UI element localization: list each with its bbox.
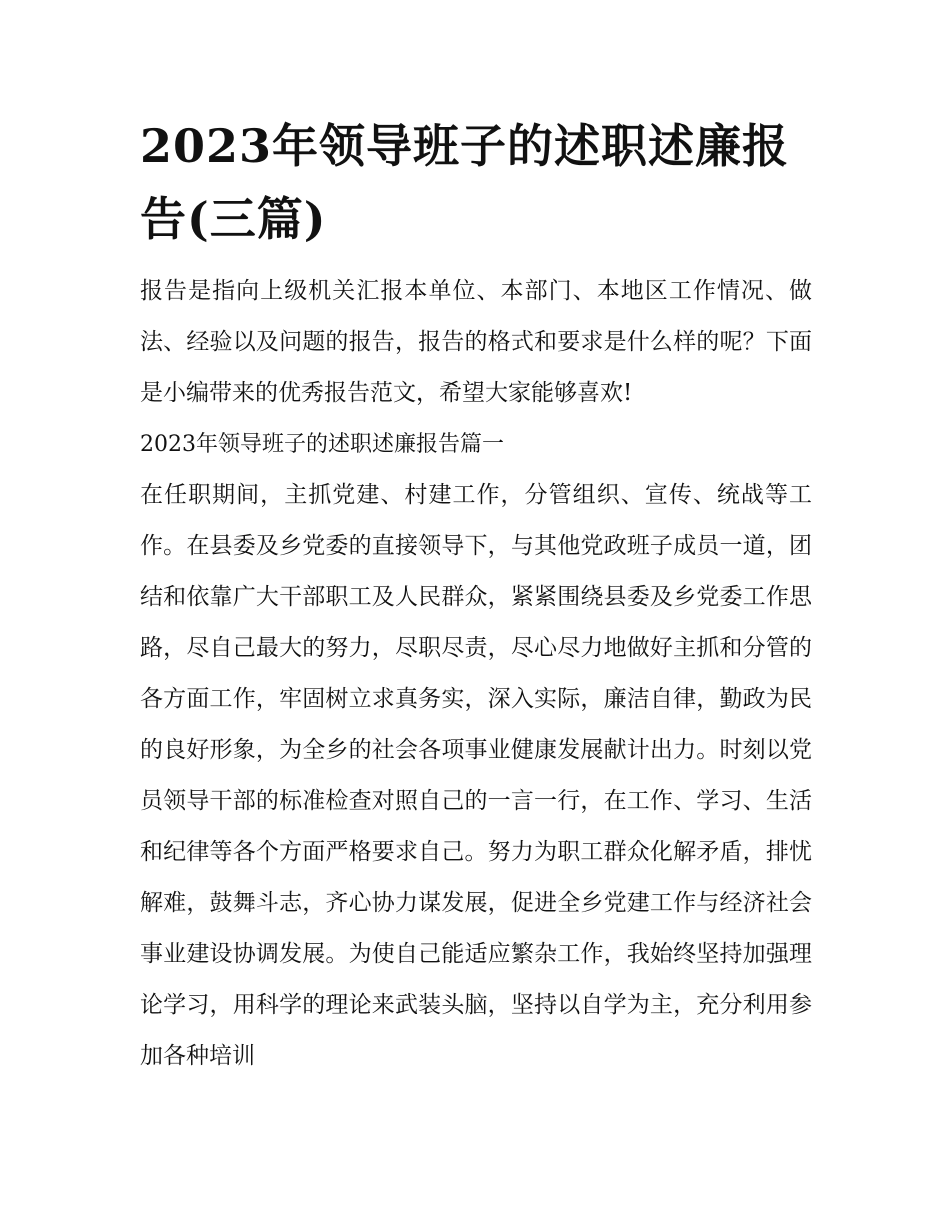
- section-heading: 2023年领导班子的述职述廉报告篇一: [140, 432, 504, 457]
- document-page: [140, 110, 812, 1082]
- body-paragraph: 在任职期间，主抓党建、村建工作，分管组织、宣传、统战等工作。在县委及乡党委的直接领导下，与其他党政班子成员一道，团结和依靠广大干部职工及人民群众，紧紧围绕县委及乡党委工作思路，尽自己最大的努力，尽职尽责，尽心尽力地做好主抓和分管的各方面工作，牢固树立求真务实，深入实际，廉洁自律，勤政为民的良好形象，为全乡的社会各项事业健康发展献计出力。时刻以党员领导干部的标准检查对照自己的一言一行，在工作、学习、生活和纪律等各个方面严格要求自己。努力为职工群众化解矛盾，排忧解难，鼓舞斗志，齐心协力谋发展，促进全乡党建工作与经济社会事业建设协调发展。为使自己能适应繁杂工作，我始终坚持加强理论学习，用科学的理论来武装头脑，坚持以自学为主，充分利用参加各种培训: [140, 482, 812, 1069]
- document-title: 2023年领导班子的述职述廉报告(三篇): [140, 119, 790, 246]
- intro-paragraph: 报告是指向上级机关汇报本单位、本部门、本地区工作情况、做法、经验以及问题的报告，报告的格式和要求是什么样的呢？下面是小编带来的优秀报告范文，希望大家能够喜欢!: [140, 278, 812, 406]
